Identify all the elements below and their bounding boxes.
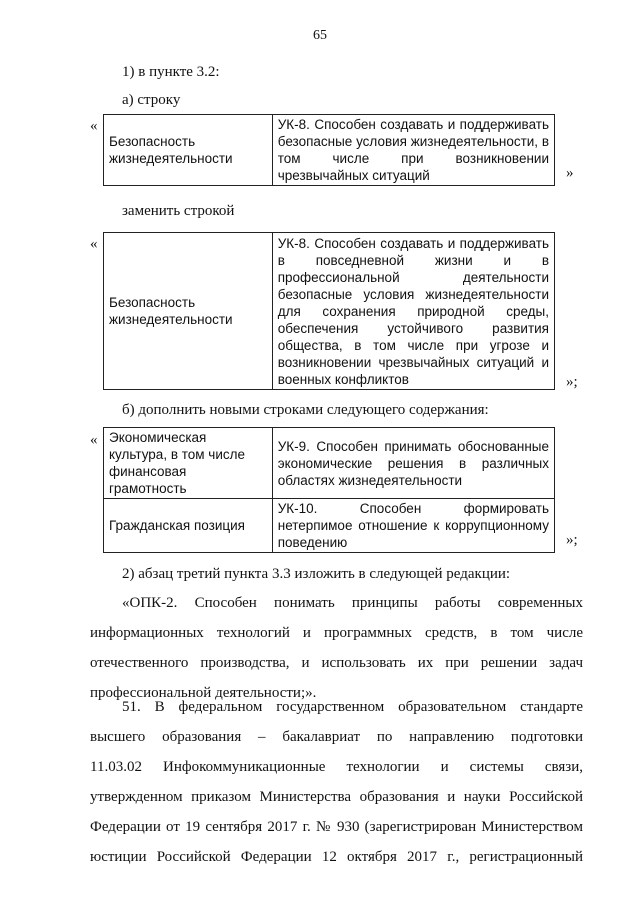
open-quote: « xyxy=(90,118,98,134)
item-1-heading: 1) в пункте 3.2: xyxy=(122,64,220,80)
table-added-rows xyxy=(103,427,555,553)
close-quote: » xyxy=(566,165,574,181)
table-row xyxy=(104,428,555,499)
paragraph-line: высшего образования – бакалавриат по направлению подготовки xyxy=(90,729,583,745)
table-cell-competence: УК-10. Способен формировать нетерпимое отношение к коррупционному поведению xyxy=(272,499,554,553)
paragraph-line: утвержденном приказом Министерства образования и науки Российской xyxy=(90,789,583,805)
table-cell-category: Безопасность жизнедеятельности xyxy=(104,115,273,186)
paragraph-51 xyxy=(90,692,583,872)
paragraph-line: отечественного производства, и использовать их при решении задач xyxy=(90,655,583,671)
close-quote: »; xyxy=(566,532,578,548)
item-2-heading: 2) абзац третий пункта 3.3 изложить в следующей редакции: xyxy=(122,566,511,582)
table-row xyxy=(104,499,555,553)
paragraph-line: Федерации от 19 сентября 2017 г. № 930 (зарегистрирован Министерством xyxy=(90,819,583,835)
item-1b-heading: б) дополнить новыми строками следующего содержания: xyxy=(122,402,489,418)
open-quote: « xyxy=(90,236,98,252)
paragraph-line: «ОПК-2. Способен понимать принципы работы современных xyxy=(122,595,583,611)
paragraph-line: юстиции Российской Федерации 12 октября 2017 г., регистрационный xyxy=(90,849,583,865)
replace-with-text: заменить строкой xyxy=(122,203,235,219)
table-cell-category: Безопасность жизнедеятельности xyxy=(104,233,273,390)
table-cell-category: Экономическая культура, в том числе финансовая грамотность xyxy=(104,428,273,499)
table-cell-competence: УК-9. Способен принимать обоснованные экономические решения в различных областях жизнедеятельности xyxy=(272,428,554,499)
opk2-paragraph xyxy=(90,588,583,708)
table-cell-competence: УК-8. Способен создавать и поддерживать в повседневной жизни и в профессиональной деятельности безопасные условия жизнедеятельности для сохранения природной среды, обеспечения устойчивого развития общества, в том числе при угрозе и возникновении чрезвычайных ситуаций и военных конфликтов xyxy=(272,233,554,390)
table-cell-competence: УК-8. Способен создавать и поддерживать безопасные условия жизнедеятельности, в том числе при возникновении чрезвычайных ситуаций xyxy=(272,115,554,186)
paragraph-line: 11.03.02 Инфокоммуникационные технологии и системы связи, xyxy=(90,759,583,775)
page-number: 65 xyxy=(313,28,327,43)
paragraph-line: профессиональной деятельности;». xyxy=(90,685,317,701)
table-cell-category: Гражданская позиция xyxy=(104,499,273,553)
item-1a-heading: а) строку xyxy=(122,92,181,108)
paragraph-line: информационных технологий и программных средств, в том числе xyxy=(90,625,583,641)
open-quote: « xyxy=(90,432,98,448)
paragraph-line: 51. В федеральном государственном образовательном стандарте xyxy=(122,699,583,715)
table-new-row xyxy=(103,232,555,390)
close-quote: »; xyxy=(566,374,578,390)
table-old-row xyxy=(103,114,555,186)
